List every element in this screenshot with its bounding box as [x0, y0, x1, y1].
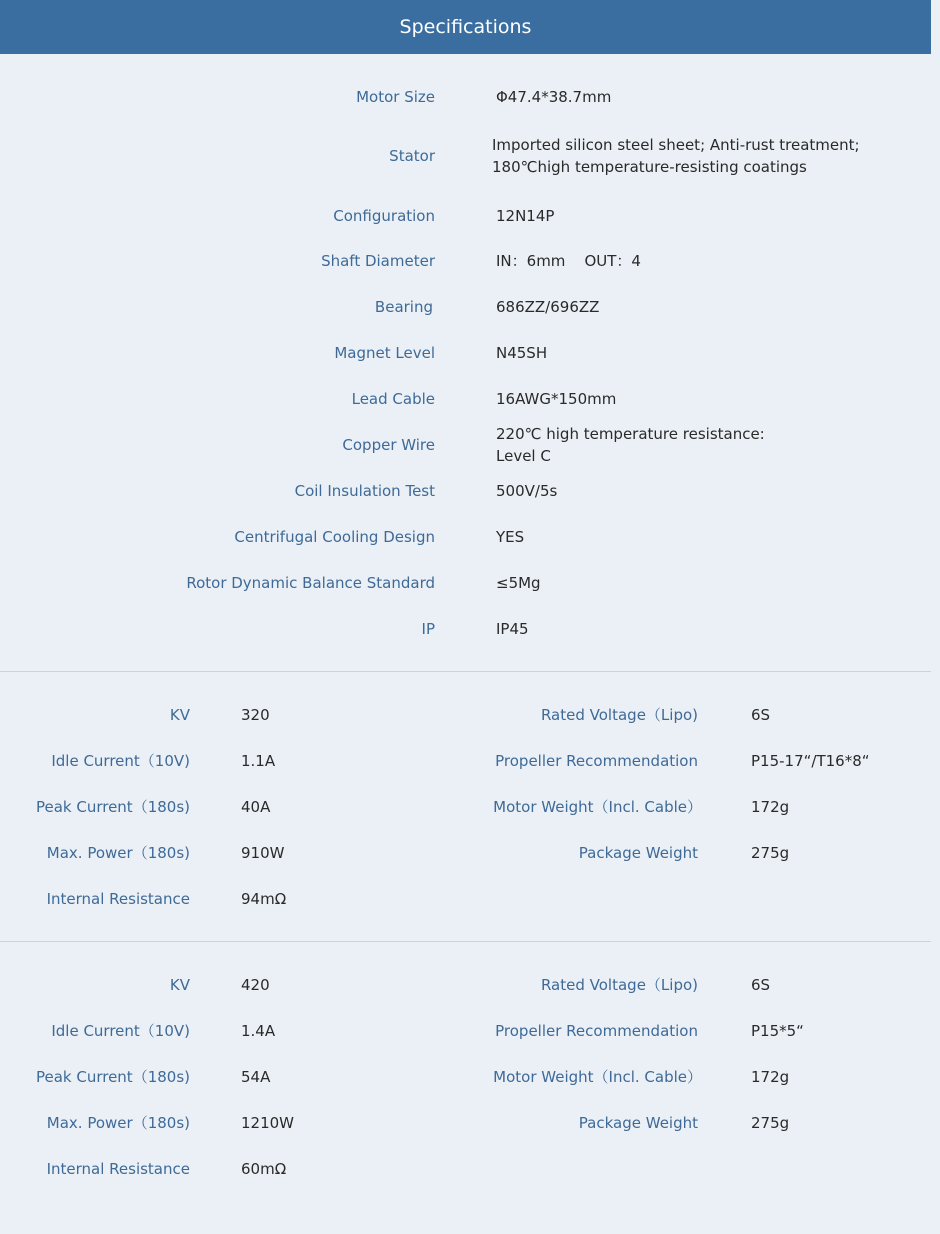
variant-label: Peak Current（180s) [35, 798, 190, 816]
variant-value: 1.1A [241, 752, 276, 770]
variant-label: Max. Power（180s) [46, 844, 190, 862]
spec-value: YES [496, 528, 525, 546]
variant-label: KV [169, 706, 190, 724]
variant-value: 172g [751, 798, 790, 816]
variant-row [0, 1112, 940, 1134]
variant-value: 172g [751, 1068, 790, 1086]
variant-row [0, 974, 940, 996]
spec-value: 686ZZ/696ZZ [496, 298, 600, 316]
variant-label: Idle Current（10V) [51, 752, 190, 770]
spec-value: 16AWG*150mm [496, 390, 617, 408]
variant-value: 910W [241, 844, 285, 862]
variant-value: 6S [751, 706, 771, 724]
variant-value: 60mΩ [241, 1160, 287, 1178]
variant-row [0, 888, 940, 910]
page-title: Specifications [399, 16, 532, 38]
variant-table-2 [0, 974, 940, 1234]
variant-row [0, 704, 940, 726]
variant-label: Propeller Recommendation [495, 1022, 698, 1040]
spec-label: IP [421, 620, 435, 638]
variant-value: 275g [751, 1114, 790, 1132]
variant-label: Max. Power（180s) [46, 1114, 190, 1132]
variant-value: 320 [241, 706, 270, 724]
variant-label: Rated Voltage（Lipo) [540, 706, 698, 724]
variant-value: 6S [751, 976, 771, 994]
variant-value: 94mΩ [241, 890, 287, 908]
variant-value: 54A [241, 1068, 271, 1086]
spec-label: Magnet Level [334, 344, 435, 362]
variant-value: 40A [241, 798, 271, 816]
spec-label: Stator [389, 147, 435, 165]
variant-row [0, 842, 940, 864]
spec-label: Configuration [333, 207, 435, 225]
spec-value: ≤5Mg [496, 574, 541, 592]
variant-value: 1210W [241, 1114, 295, 1132]
variant-label: Motor Weight（Incl. Cable） [493, 1068, 702, 1086]
variant-table-1 [0, 704, 940, 964]
variant-label: Package Weight [578, 1114, 698, 1132]
variant-value: P15-17“/T16*8“ [751, 752, 870, 770]
spec-label: Coil Insulation Test [294, 482, 435, 500]
variant-value: P15*5“ [751, 1022, 804, 1040]
variant-label: KV [169, 976, 190, 994]
variant-label: Internal Resistance [46, 1160, 190, 1178]
spec-label: Bearing [374, 298, 433, 316]
spec-value: N45SH [496, 344, 548, 362]
variant-row [0, 796, 940, 818]
variant-row [0, 1158, 940, 1180]
variant-value: 1.4A [241, 1022, 276, 1040]
spec-label: Lead Cable [351, 390, 435, 408]
variant-row [0, 750, 940, 772]
variant-row [0, 1020, 940, 1042]
spec-value: 220℃ high temperature resistance: Level C [496, 425, 765, 465]
variant-label: Peak Current（180s) [35, 1068, 190, 1086]
section-divider [0, 671, 931, 672]
spec-label: Motor Size [356, 88, 435, 106]
spec-label: Shaft Diameter [321, 252, 435, 270]
variant-label: Idle Current（10V) [51, 1022, 190, 1040]
spec-value: 12N14P [496, 207, 555, 225]
variant-label: Rated Voltage（Lipo) [540, 976, 698, 994]
variant-row [0, 1066, 940, 1088]
spec-label: Rotor Dynamic Balance Standard [186, 574, 435, 592]
spec-value: IN：6mm OUT：4 [496, 252, 641, 270]
spec-value: 500V/5s [496, 482, 558, 500]
variant-value: 275g [751, 844, 790, 862]
variant-label: Package Weight [578, 844, 698, 862]
spec-label: Centrifugal Cooling Design [234, 528, 435, 546]
variant-label: Internal Resistance [46, 890, 190, 908]
variant-label: Propeller Recommendation [495, 752, 698, 770]
variant-value: 420 [241, 976, 270, 994]
variant-label: Motor Weight（Incl. Cable） [493, 798, 702, 816]
spec-value: Φ47.4*38.7mm [496, 88, 612, 106]
spec-label: Copper Wire [342, 436, 435, 454]
section-divider [0, 941, 931, 942]
spec-value: Imported silicon steel sheet; Anti-rust treatment; 180℃high temperature-resisting coatings [492, 136, 860, 176]
spec-value: IP45 [496, 620, 529, 638]
